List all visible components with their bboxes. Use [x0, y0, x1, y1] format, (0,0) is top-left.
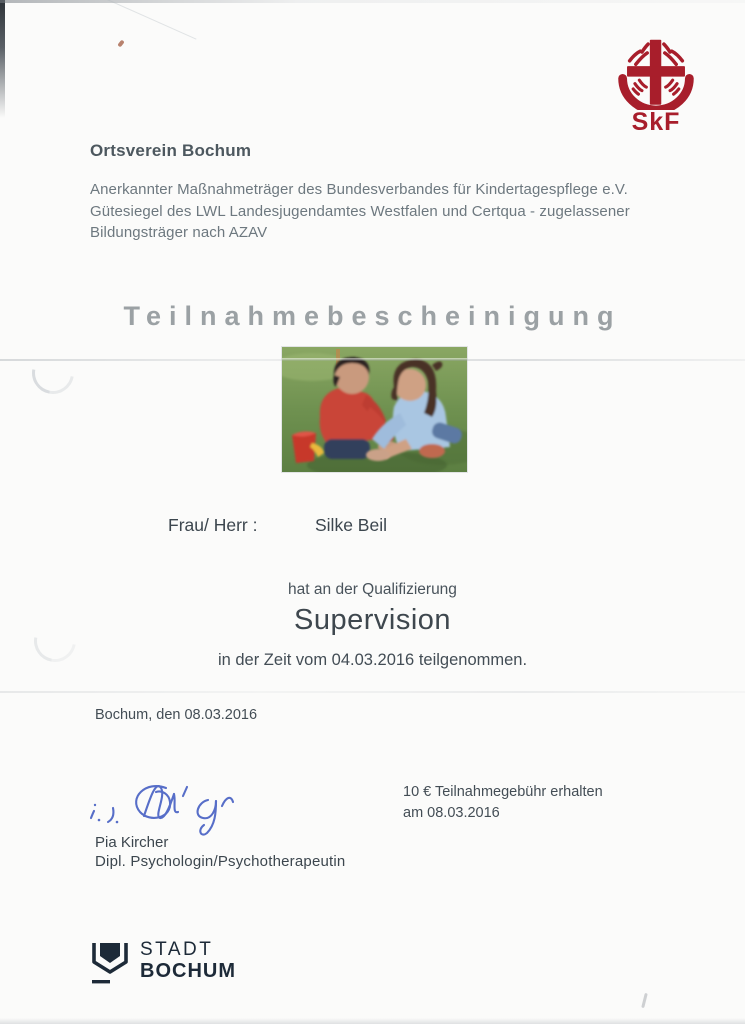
ink-speck [117, 40, 124, 48]
handwritten-signature [84, 772, 254, 840]
skf-logo [608, 38, 704, 137]
fee-note [403, 782, 603, 824]
participant-label: Frau/ Herr : [168, 515, 258, 535]
organization-description [90, 179, 630, 244]
fee-note-line1: 10 € Teilnahmegebühr erhalten [403, 784, 603, 800]
bochum-label: BOCHUM [140, 960, 236, 982]
description-line: Bildungsträger nach AZAV [90, 224, 268, 241]
fee-note-line2: am 08.03.2016 [403, 805, 500, 821]
qualification-intro: hat an der Qualifizierung [288, 581, 457, 598]
fold-line [96, 0, 197, 40]
paper-crease-upper [0, 359, 745, 361]
scanner-edge-shadow [0, 0, 5, 118]
participant-name: Silke Beil [315, 515, 387, 535]
signer-title: Dipl. Psychologin/Psychotherapeutin [95, 853, 346, 870]
open-book-icon [90, 940, 130, 990]
participant-line [168, 515, 387, 536]
skf-cross-icon [612, 38, 700, 110]
skf-logo-text: SkF [631, 108, 681, 136]
scan-scratch-mark [641, 993, 648, 1008]
children-playing-photo [282, 347, 467, 472]
signer-name: Pia Kircher [95, 834, 169, 851]
certificate-title: Teilnahmebescheinigung [123, 301, 622, 331]
stadt-bochum-logo [90, 940, 236, 990]
organization-name: Ortsverein Bochum [90, 141, 252, 160]
place-date: Bochum, den 08.03.2016 [95, 707, 258, 723]
description-line: Anerkannter Maßnahmeträger des Bundesverbandes für Kindertagespflege e.V. [90, 181, 628, 198]
stadt-label: STADT [140, 939, 214, 960]
description-line: Gütesiegel des LWL Landesjugendamtes Westfalen und Certqua - zugelassener [90, 202, 630, 220]
punch-hole-shadow-upper [24, 344, 82, 402]
qualification-period: in der Zeit vom 04.03.2016 teilgenommen. [217, 651, 528, 669]
scan-bottom-edge [0, 1018, 745, 1024]
qualification-course: Supervision [293, 604, 452, 636]
stadt-bochum-text [140, 940, 236, 982]
paper-crease-lower [0, 691, 745, 693]
